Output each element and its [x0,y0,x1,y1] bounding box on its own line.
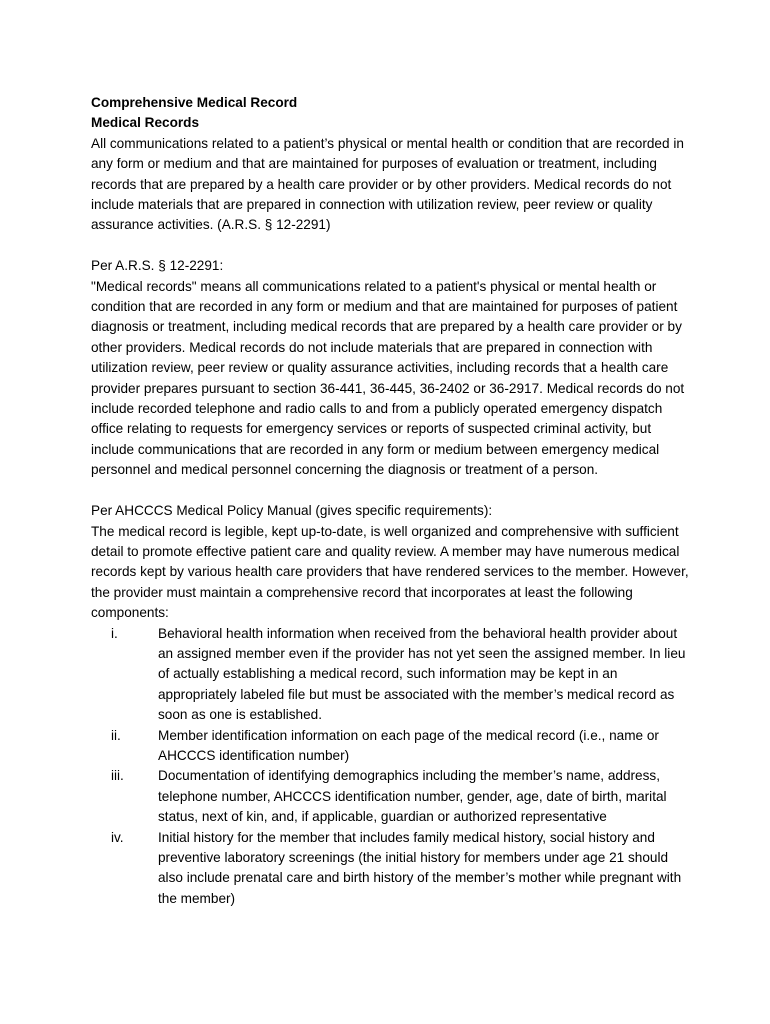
ars-heading: Per A.R.S. § 12-2291: [91,258,224,274]
list-item [91,828,691,910]
list-item-text: Behavioral health information when received from the behavioral health provider about an assigned member even if the provider has not yet seen the assigned member. In lieu of actually establishing a medical record, such information may be kept in an appropriately labeled file but must be associated with the member’s medical record as soon as one is established. [158,625,686,723]
document-title: Comprehensive Medical Record [91,95,298,110]
components-list [91,624,691,910]
ars-definition-text: "Medical records" means all communications related to a patient's physical or mental health or condition that are recorded in any form or medium and that are maintained for purposes of patient diagnosis or treatment, including medical records that are prepared by a health care provider or by other providers. Medical records do not include materials that are prepared in connection with utilization review, peer review or quality assurance activities, including records that a health care provider prepares pursuant to section 36-441, 36-445, 36-2402 or 36-2917. Medical records do not include recorded telephone and radio calls to and from a publicly operated emergency dispatch office relating to requests for emergency services or reports of suspected criminal activity, but include communications that are recorded in any form or medium between emergency medical personnel and medical personnel concerning the diagnosis or treatment of a person. [91,278,685,478]
list-marker: i. [111,625,118,641]
list-item [91,624,691,726]
ahcccs-requirements-text: The medical record is legible, kept up-to-date, is well organized and comprehensive with sufficient detail to promote effective patient care and quality review. A member may have numerous medical records kept by various health care providers that have rendered services to the member. However, the provider must maintain a comprehensive record that incorporates at least the following components: [91,523,689,621]
list-item [91,726,691,767]
list-marker: iv. [111,829,124,845]
list-item-text: Documentation of identifying demographics including the member’s name, address, telephone number, AHCCCS identification number, gender, age, date of birth, marital status, next of kin, and, if applicable, guardian or authorized representative [158,768,667,825]
list-marker: iii. [111,768,124,784]
ahcccs-heading: Per AHCCCS Medical Policy Manual (gives specific requirements): [91,503,493,519]
list-item [91,766,691,827]
paragraph-spacer [91,236,691,256]
section-heading-medical-records: Medical Records [91,115,200,131]
paragraph-spacer [91,481,691,501]
document-page [91,93,691,909]
list-item-text: Member identification information on each page of the medical record (i.e., name or AHCCCS identification number) [158,727,659,763]
list-item-text: Initial history for the member that includes family medical history, social history and preventive laboratory screenings (the initial history for members under age 21 should also include prenatal care and birth history of the member’s mother while pregnant with the member) [158,829,682,906]
medical-records-definition: All communications related to a patient’s physical or mental health or condition that are recorded in any form or medium and that are maintained for purposes of evaluation or treatment, including records that are prepared by a health care provider or by other providers. Medical records do not include materials that are prepared in connection with utilization review, peer review or quality assurance activities. (A.R.S. § 12-2291) [91,135,684,233]
list-marker: ii. [111,727,121,743]
